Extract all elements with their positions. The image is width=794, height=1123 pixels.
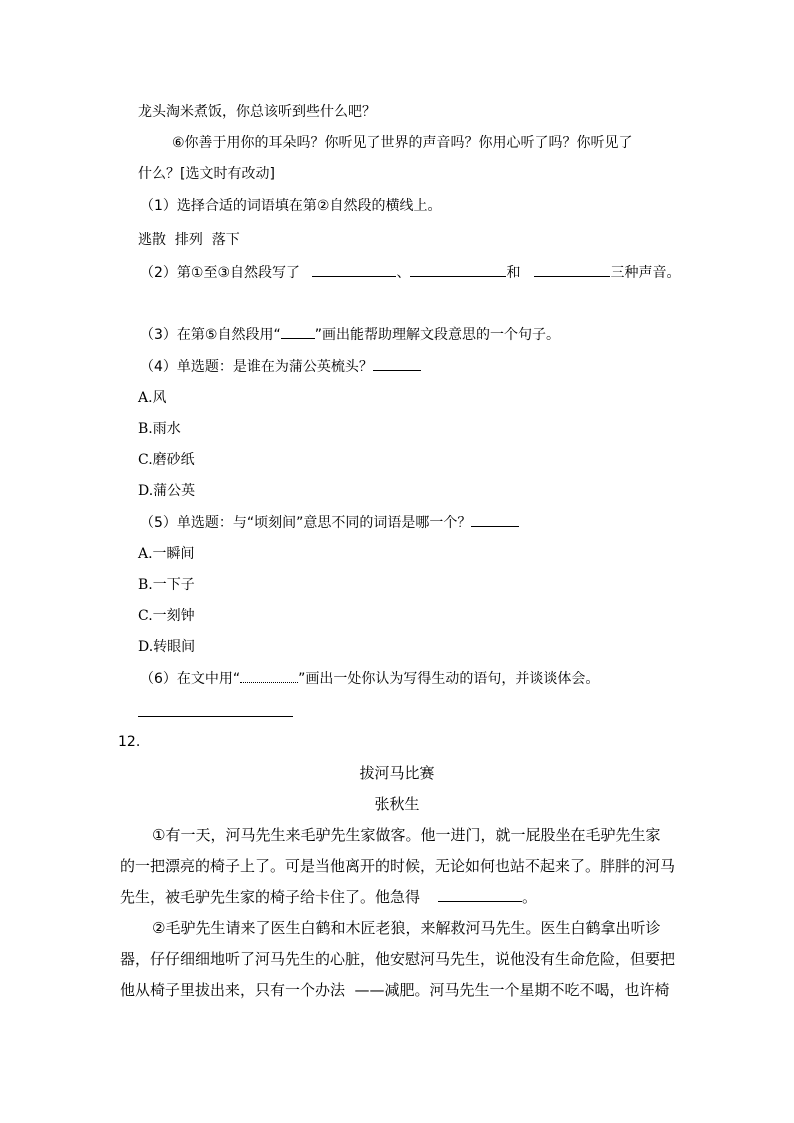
answer-blank[interactable] <box>312 262 396 277</box>
answer-blank[interactable] <box>438 887 522 902</box>
option[interactable]: A.风 <box>138 390 167 406</box>
question-1: （1）选择合适的词语填在第②自然段的横线上。 <box>140 198 442 214</box>
question-6-text: （6）在文中用“ <box>140 671 241 687</box>
question-3-end: ”画出能帮助理解文段意思的一个句子。 <box>314 327 560 343</box>
answer-line[interactable] <box>138 716 293 717</box>
passage-title: 拔河马比赛 <box>359 764 435 782</box>
question-5 <box>140 512 519 533</box>
passage-line: 龙头淘米煮饭，你总该听到些什么吧？ <box>138 104 376 120</box>
passage-line: ①有一天，河马先生来毛驴先生家做客。他一进门，就一屁股坐在毛驴先生家 <box>152 826 661 844</box>
answer-blank[interactable] <box>534 262 610 277</box>
passage-line <box>120 887 537 907</box>
question-3 <box>140 324 560 345</box>
passage-author: 张秋生 <box>374 795 420 813</box>
passage-line: 的一把漂亮的椅子上了。可是当他离开的时候，无论如何也站不起来了。胖胖的河马 <box>120 857 676 875</box>
wavy-underline-mark <box>240 670 298 683</box>
option[interactable]: B.雨水 <box>138 421 181 437</box>
question-5-text: （5）单选题：与“顷刻间”意思不同的词语是哪一个？ <box>140 515 472 531</box>
answer-blank[interactable] <box>373 356 421 371</box>
question-2-end: 三种声音。 <box>610 265 681 281</box>
and-text: 和 <box>506 265 521 281</box>
period: 。 <box>522 888 538 906</box>
word-choices: 逃散 排列 落下 <box>138 232 240 248</box>
answer-blank[interactable] <box>410 262 506 277</box>
question-number: 12. <box>118 734 141 750</box>
question-4 <box>140 356 421 377</box>
question-4-text: （4）单选题：是谁在为蒲公英梳头？ <box>140 359 373 375</box>
option[interactable]: D.蒲公英 <box>138 483 196 499</box>
separator: 、 <box>396 265 411 281</box>
question-3-text: （3）在第⑤自然段用“ <box>140 327 281 343</box>
passage-line: 什么？[选文时有改动] <box>138 166 275 182</box>
passage-line: ②毛驴先生请来了医生白鹤和木匠老狼，来解救河马先生。医生白鹤拿出听诊 <box>152 919 661 937</box>
answer-blank[interactable] <box>471 512 519 527</box>
passage-line: ⑥你善于用你的耳朵吗？你听见了世界的声音吗？你用心听了吗？你听见了 <box>172 135 633 151</box>
option[interactable]: B.一下子 <box>138 577 195 593</box>
question-6 <box>140 669 599 689</box>
passage-text: 先生，被毛驴先生家的椅子给卡住了。他急得 <box>120 888 421 906</box>
question-2-text: （2）第①至③自然段写了 <box>140 265 301 281</box>
option[interactable]: C.一刻钟 <box>138 608 195 624</box>
passage-line: 他从椅子里拔出来，只有一个办法 ——减肥。河马先生一个星期不吃不喝，也许椅 <box>120 981 670 999</box>
option[interactable]: C.磨砂纸 <box>138 452 195 468</box>
question-2 <box>140 262 680 283</box>
option[interactable]: D.转眼间 <box>138 639 196 655</box>
option[interactable]: A.一瞬间 <box>138 546 195 562</box>
underline-mark <box>281 324 315 339</box>
passage-line: 器，仔仔细细地听了河马先生的心脏，他安慰河马先生，说他没有生命危险，但要把 <box>120 950 676 968</box>
question-6-end: ”画出一处你认为写得生动的语句，并谈谈体会。 <box>298 671 600 687</box>
